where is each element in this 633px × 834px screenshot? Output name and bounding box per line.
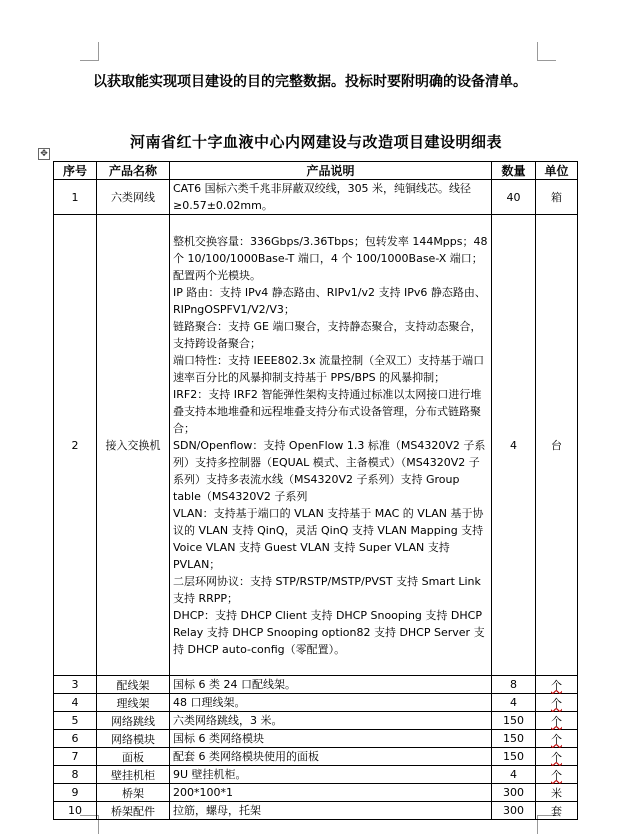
cell-name: 桥架配件 [97, 802, 170, 820]
desc-line-dhcp: DHCP：支持 DHCP Client 支持 DHCP Snooping 支持 DHCP Relay 支持 DHCP Snooping option82 支持 DHCP Server 支持 DHCP auto-config（零配置）。 [173, 608, 485, 656]
cell-unit: 米 [536, 784, 578, 802]
cell-unit: 套 [536, 802, 578, 820]
cell-qty: 4 [492, 215, 536, 676]
table-row [54, 802, 578, 820]
cell-unit: 个 [536, 676, 578, 694]
cell-desc: 六类网络跳线，3 米。 [170, 712, 492, 730]
page-corner-mark-top-right [537, 42, 556, 61]
cell-name: 理线架 [97, 694, 170, 712]
cell-name: 面板 [97, 748, 170, 766]
cell-no: 9 [54, 784, 97, 802]
cell-unit: 个 [536, 712, 578, 730]
column-header-desc: 产品说明 [170, 162, 492, 180]
desc-line-irf2: IRF2：支持 IRF2 智能弹性架构支持通过标准以太网接口进行堆叠支持本地堆叠和远程堆叠支持分布式设备管理，分布式链路聚合； [173, 387, 482, 435]
table-row [54, 766, 578, 784]
cell-qty: 40 [492, 180, 536, 215]
cell-desc: 国标 6 类网络模块 [170, 730, 492, 748]
table-row [54, 712, 578, 730]
column-header-unit: 单位 [536, 162, 578, 180]
desc-line-capacity: 整机交换容量：336Gbps/3.36Tbps；包转发率 144Mpps；48 个 10/100/1000Base-T 端口，4 个 100/1000Base-X 端口；配置两个光模块。 [173, 234, 488, 282]
table-row [54, 180, 578, 215]
column-header-qty: 数量 [492, 162, 536, 180]
cell-no: 2 [54, 215, 97, 676]
cell-no: 4 [54, 694, 97, 712]
cell-qty: 300 [492, 784, 536, 802]
cell-desc [170, 215, 492, 676]
intro-paragraph: 以获取能实现项目建设的目的完整数据。投标时要附明确的设备清单。 [93, 74, 527, 90]
cell-no: 10 [54, 802, 97, 820]
cell-no: 1 [54, 180, 97, 215]
cell-name: 网络模块 [97, 730, 170, 748]
cell-unit: 个 [536, 694, 578, 712]
cell-unit: 个 [536, 730, 578, 748]
cell-desc: CAT6 国标六类千兆非屏蔽双绞线，305 米，纯铜线芯。线径≥0.57±0.02mm。 [170, 180, 492, 215]
table-title: 河南省红十字血液中心内网建设与改造项目建设明细表 [129, 133, 502, 151]
cell-qty: 8 [492, 676, 536, 694]
cell-desc: 200*100*1 [170, 784, 492, 802]
cell-unit: 箱 [536, 180, 578, 215]
table-header-row [54, 162, 578, 180]
desc-line-ip-routing: IP 路由：支持 IPv4 静态路由、RIPv1/v2 支持 IPv6 静态路由、RIPngOSPFV1/V2/V3； [173, 285, 486, 316]
cell-unit: 个 [536, 766, 578, 784]
cell-name: 配线架 [97, 676, 170, 694]
cell-qty: 150 [492, 730, 536, 748]
table-row [54, 694, 578, 712]
cell-no: 3 [54, 676, 97, 694]
move-anchor-icon[interactable]: ✥ [38, 148, 50, 160]
table-row [54, 748, 578, 766]
cell-name: 六类网线 [97, 180, 170, 215]
desc-line-link-aggregation: 链路聚合：支持 GE 端口聚合，支持静态聚合，支持动态聚合，支持跨设备聚合； [173, 319, 482, 350]
cell-desc: 国标 6 类 24 口配线架。 [170, 676, 492, 694]
cell-unit: 台 [536, 215, 578, 676]
cell-qty: 300 [492, 802, 536, 820]
desc-line-port-features: 端口特性：支持 IEEE802.3x 流量控制（全双工）支持基于端口速率百分比的风暴抑制支持基于 PPS/BPS 的风暴抑制； [173, 353, 485, 384]
cell-no: 5 [54, 712, 97, 730]
table-row [54, 215, 578, 676]
cell-desc: 9U 壁挂机柜。 [170, 766, 492, 784]
table-row [54, 784, 578, 802]
table-row [54, 730, 578, 748]
cell-qty: 150 [492, 748, 536, 766]
column-header-name: 产品名称 [97, 162, 170, 180]
table-row [54, 676, 578, 694]
cell-qty: 4 [492, 694, 536, 712]
column-header-no: 序号 [54, 162, 97, 180]
cell-name: 网络跳线 [97, 712, 170, 730]
cell-no: 7 [54, 748, 97, 766]
equipment-table [53, 161, 578, 820]
cell-desc: 配套 6 类网络模块使用的面板 [170, 748, 492, 766]
desc-line-ring-protocol: 二层环网协议：支持 STP/RSTP/MSTP/PVST 支持 Smart Link 支持 RRPP； [173, 574, 481, 605]
cell-name: 桥架 [97, 784, 170, 802]
cell-name: 接入交换机 [97, 215, 170, 676]
desc-line-sdn-openflow: SDN/Openflow：支持 OpenFlow 1.3 标准（MS4320V2 子系列）支持多控制器（EQUAL 模式、主备模式）（MS4320V2 子系列）支持多表流水线（MS4320V2 子系列）支持 Group table（MS4320V2 子系列 [173, 438, 486, 503]
desc-line-vlan: VLAN：支持基于端口的 VLAN 支持基于 MAC 的 VLAN 基于协议的 VLAN 支持 QinQ，灵活 QinQ 支持 VLAN Mapping 支持 Voice VLAN 支持 Guest VLAN 支持 Super VLAN 支持 PVLAN； [173, 506, 484, 571]
cell-no: 6 [54, 730, 97, 748]
cell-unit: 个 [536, 748, 578, 766]
page-corner-mark-top-left [80, 42, 99, 61]
cell-no: 8 [54, 766, 97, 784]
cell-desc: 拉筋，螺母，托架 [170, 802, 492, 820]
cell-qty: 4 [492, 766, 536, 784]
cell-qty: 150 [492, 712, 536, 730]
cell-desc: 48 口理线架。 [170, 694, 492, 712]
cell-name: 壁挂机柜 [97, 766, 170, 784]
